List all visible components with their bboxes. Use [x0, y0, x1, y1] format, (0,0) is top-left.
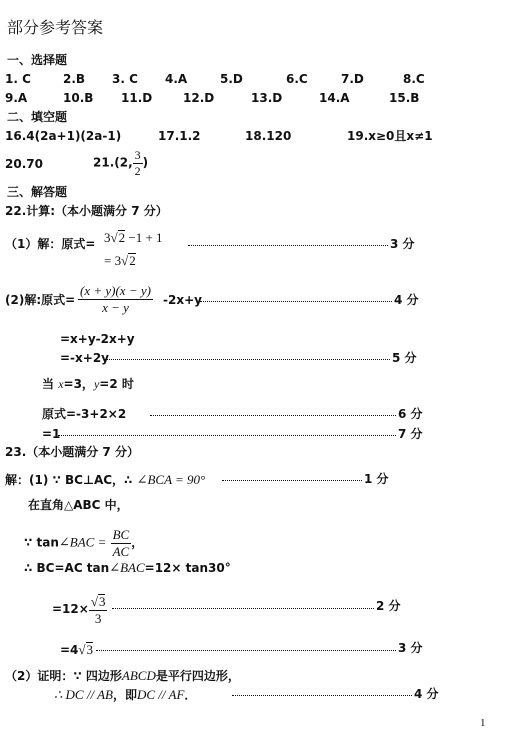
- q23-part2-line1: （2）证明：∵ 四边形ABCD是平行四边形，: [5, 668, 240, 683]
- leader-dots: [112, 608, 374, 609]
- leader-dots: [58, 435, 396, 436]
- choice-answer: 4.A: [165, 72, 188, 86]
- q22-condition: 当 x=3，y=2 时: [42, 377, 134, 391]
- choice-answer: 9.A: [5, 91, 28, 105]
- leader-dots: [150, 415, 396, 416]
- choice-answer: 2.B: [63, 72, 86, 86]
- section-heading-solve: 三、解答题: [7, 185, 68, 199]
- q23-line6: =4√3: [60, 642, 94, 657]
- q22-step: =x+y-2x+y: [60, 332, 135, 346]
- q22-part1-label: （1）解：原式=: [5, 237, 96, 251]
- leader-dots: [232, 695, 412, 696]
- q22-part2-fraction: $\frac{(x + y)(x - y)}{x - y}$: [80, 283, 151, 315]
- q22-substitution: 原式=-3+2×2: [42, 407, 127, 421]
- question-23-heading: 23.（本小题满分 7 分）: [5, 445, 139, 459]
- q23-part2-line2: ∴ DC // AB，即DC // AF．: [54, 687, 197, 702]
- leader-dots: [222, 480, 362, 481]
- fraction: $\frac{3}{2}$: [134, 148, 141, 178]
- leader-dots: [104, 359, 390, 360]
- choice-answer: 6.C: [286, 72, 308, 86]
- choice-answer: 14.A: [319, 91, 350, 105]
- q23-line4: ∴ BC=AC tan∠BAC=12× tan30°: [24, 560, 231, 575]
- leader-dots: [96, 650, 396, 651]
- q22-part2-label: (2)解:原式=: [5, 293, 76, 307]
- fill-answer-16: 16.4(2a+1)(2a-1): [5, 129, 122, 143]
- score-mark: 5 分: [392, 351, 417, 365]
- score-mark: 4 分: [414, 687, 439, 701]
- fill-answer-20: 20.70: [5, 157, 43, 171]
- choice-answer: 11.D: [121, 91, 153, 105]
- fill-answer-19: 19.x≥0且x≠1: [347, 129, 433, 143]
- score-mark: 6 分: [398, 407, 423, 421]
- question-22-heading: 22.计算:（本小题满分 7 分）: [5, 204, 168, 218]
- score-mark: 3 分: [398, 641, 423, 655]
- choice-answer: 3. C: [112, 72, 138, 86]
- q22-part1-line2: = 3√2: [104, 253, 136, 268]
- choice-answer: 5.D: [220, 72, 243, 86]
- leader-dots: [188, 245, 388, 246]
- q23-line3: ∵ tan∠BAC = $\frac{BC}{AC}$ ，: [24, 527, 144, 559]
- choice-answer: 8.C: [403, 72, 425, 86]
- choice-answer: 12.D: [183, 91, 215, 105]
- choice-answer: 7.D: [341, 72, 364, 86]
- fill-answer-17: 17.1.2: [158, 129, 201, 143]
- score-mark: 2 分: [376, 599, 401, 613]
- choice-answer: 13.D: [251, 91, 283, 105]
- fraction: $\frac{√3}{3}$: [90, 594, 106, 626]
- section-heading-fill: 二、填空题: [7, 110, 68, 124]
- score-mark: 1 分: [364, 472, 389, 486]
- q23-line2: 在直角△ABC 中，: [28, 498, 129, 512]
- score-mark: 3 分: [390, 237, 415, 251]
- choice-answer: 1. C: [5, 72, 31, 86]
- choice-answer: 15.B: [389, 91, 420, 105]
- score-mark: 7 分: [398, 427, 423, 441]
- q23-line1: 解：(1) ∵ BC⊥AC，∴ ∠BCA = 90°: [5, 472, 206, 487]
- fill-answer-18: 18.120: [245, 129, 292, 143]
- q22-part2-tail: -2x+y: [163, 293, 202, 307]
- q22-step: =-x+2y: [60, 351, 110, 365]
- fill-answer-21: 21.(2, $\frac{3}{2}$ ): [93, 148, 149, 178]
- q22-result: =1: [42, 427, 61, 441]
- choice-answer: 10.B: [63, 91, 94, 105]
- score-mark: 4 分: [394, 293, 419, 307]
- fraction: $\frac{BC}{AC}$: [112, 527, 130, 559]
- q23-line5: =12× $\frac{√3}{3}$: [52, 594, 106, 626]
- page-title: 部分参考答案: [7, 18, 104, 37]
- leader-dots: [200, 301, 392, 302]
- q22-part1-line1: 3√2 −1 + 1: [104, 230, 163, 245]
- section-heading-choice: 一、选择题: [7, 53, 68, 67]
- page-number: 1: [480, 717, 486, 729]
